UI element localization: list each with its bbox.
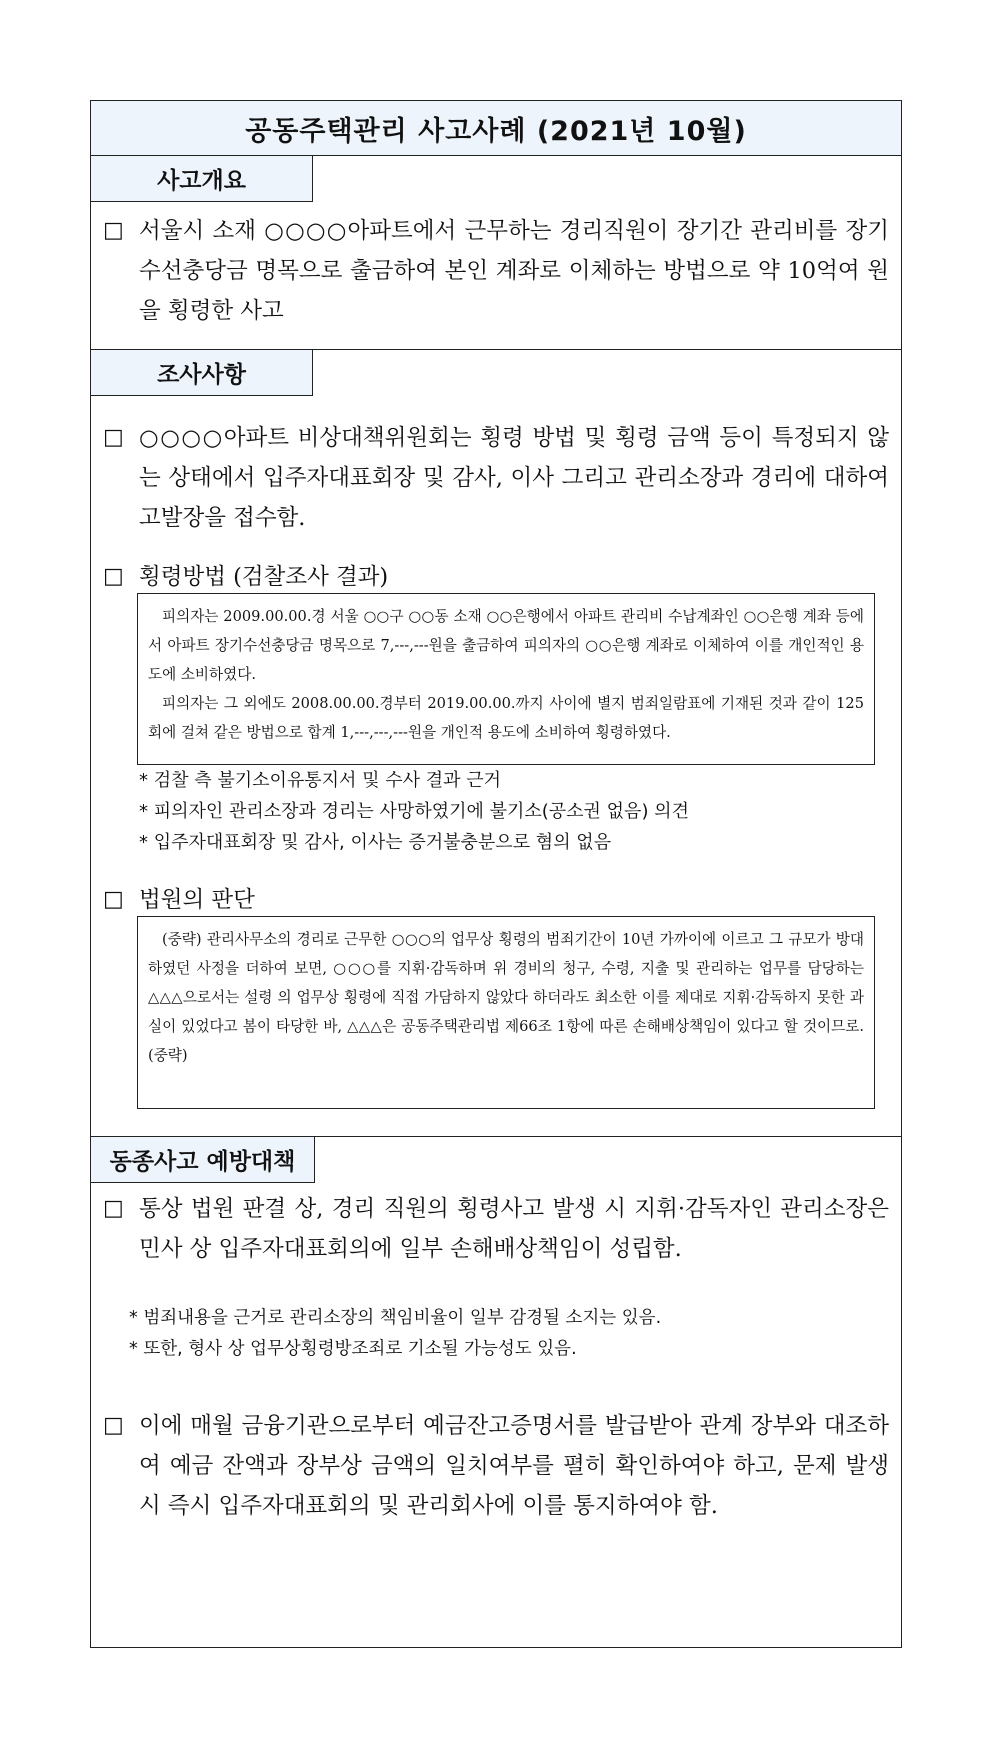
prosecution-findings-box xyxy=(137,593,875,765)
prevention-item-1 xyxy=(103,1189,889,1269)
prevention-item-2-text: 이에 매월 금융기관으로부터 예금잔고증명서를 발급받아 관계 장부와 대조하여 예금 잔액과 장부상 금액의 일치여부를 펼히 확인하여야 하고, 문제 발생 시 즉시 입주자대표회의 및 관리회사에 이를 통지하여야 함. xyxy=(139,1413,889,1519)
section-label-overview: 사고개요 xyxy=(91,156,313,202)
section-label-prevention: 동종사고 예방대책 xyxy=(91,1137,315,1183)
checkbox-icon: □ xyxy=(103,1413,124,1438)
investigation-note-1: * 검찰 측 불기소이유통지서 및 수사 결과 근거 xyxy=(139,770,502,791)
investigation-item-2-title: 횡령방법 (검찰조사 결과) xyxy=(139,564,389,590)
page-title: 공동주택관리 사고사례 (2021년 10월) xyxy=(91,101,901,156)
court-judgment-box xyxy=(137,916,875,1109)
prevention-item-2 xyxy=(103,1406,889,1526)
investigation-item-3 xyxy=(103,880,889,920)
checkbox-icon: □ xyxy=(103,425,124,450)
prosecution-paragraph-1: 피의자는 2009.00.00.경 서울 ○○구 ○○동 소재 ○○은행에서 아파트 관리비 수납계좌인 ○○은행 계좌 등에서 아파트 장기수선충당금 명목으로 7,---,---원을 출금하여 피의자의 ○○은행 계좌로 이체하여 이를 개인적인 용도에 소비하였다. xyxy=(148,608,864,683)
investigation-item-1 xyxy=(103,418,889,538)
prosecution-paragraph-2: 피의자는 그 외에도 2008.00.00.경부터 2019.00.00.까지 사이에 별지 범죄일람표에 기재된 것과 같이 125회에 걸쳐 같은 방법으로 합계 1,---,---,---원을 개인적 용도에 소비하여 횡령하였다. xyxy=(148,695,864,741)
investigation-note-2: * 피의자인 관리소장과 경리는 사망하였기에 불기소(공소권 없음) 의견 xyxy=(139,801,689,822)
overview-text: 서울시 소재 ○○○○아파트에서 근무하는 경리직원이 장기간 관리비를 장기수선충당금 명목으로 출금하여 본인 계좌로 이체하는 방법으로 약 10억여 원을 횡령한 사고 xyxy=(139,218,889,324)
investigation-note-3: * 입주자대표회장 및 감사, 이사는 증거불충분으로 혐의 없음 xyxy=(139,832,612,853)
checkbox-icon: □ xyxy=(103,564,124,589)
investigation-item-3-title: 법원의 판단 xyxy=(139,887,255,913)
document-frame xyxy=(90,100,902,1648)
investigation-item-1-text: ○○○○아파트 비상대책위원회는 횡령 방법 및 횡령 금액 등이 특정되지 않는 상태에서 입주자대표회장 및 감사, 이사 그리고 관리소장과 경리에 대하여 고발장을 접수함. xyxy=(139,425,889,531)
section-label-investigation: 조사사항 xyxy=(91,350,313,396)
prevention-note-1: * 범죄내용을 근거로 관리소장의 책임비율이 일부 감경될 소지는 있음. xyxy=(129,1308,662,1328)
court-judgment-text: (중략) 관리사무소의 경리로 근무한 ○○○의 업무상 횡령의 범죄기간이 10년 가까이에 이르고 그 규모가 방대하였던 사정을 더하여 보면, ○○○를 지휘·감독하며 위 경비의 청구, 수령, 지출 및 관리하는 업무를 담당하는 △△△으로서는 설령 의 업무상 횡령에 직접 가담하지 않았다 하더라도 최소한 이를 제대로 지휘·감독하지 못한 과실이 있었다고 봄이 타당한 바, △△△은 공동주택관리법 제66조 1항에 따른 손해배상책임이 있다고 할 것이므로. (중략) xyxy=(148,931,864,1064)
checkbox-icon: □ xyxy=(103,218,124,243)
investigation-item-2 xyxy=(103,557,889,597)
checkbox-icon: □ xyxy=(103,887,124,912)
prevention-note-2: * 또한, 형사 상 업무상횡령방조죄로 기소될 가능성도 있음. xyxy=(129,1339,577,1359)
prevention-item-1-text: 통상 법원 판결 상, 경리 직원의 횡령사고 발생 시 지휘·감독자인 관리소장은 민사 상 입주자대표회의에 일부 손해배상책임이 성립함. xyxy=(139,1196,889,1262)
checkbox-icon: □ xyxy=(103,1196,124,1221)
overview-item xyxy=(103,211,889,331)
